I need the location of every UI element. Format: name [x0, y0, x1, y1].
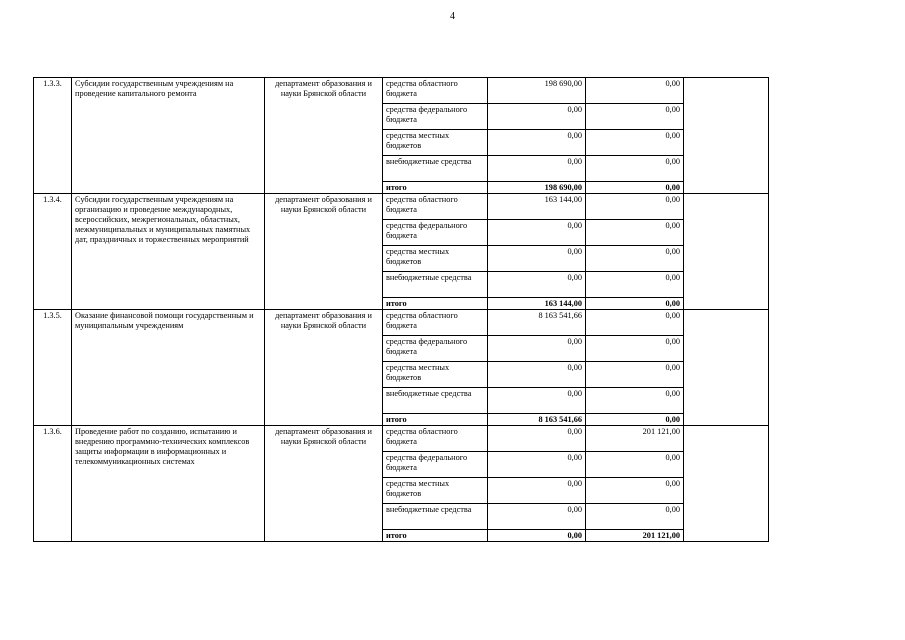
total-label: итого — [383, 182, 488, 194]
item-department: департамент образования и науки Брянской области — [265, 426, 383, 542]
amount-2: 0,00 — [586, 336, 684, 362]
empty-cell — [684, 78, 769, 194]
amount-2: 0,00 — [586, 362, 684, 388]
item-number: 1.3.6. — [34, 426, 72, 542]
funding-source: средства федерального бюджета — [383, 220, 488, 246]
amount-1: 0,00 — [488, 452, 586, 478]
table-body — [34, 78, 769, 542]
funding-source: внебюджетные средства — [383, 388, 488, 414]
amount-2: 0,00 — [586, 452, 684, 478]
amount-1: 0,00 — [488, 362, 586, 388]
amount-1: 8 163 541,66 — [488, 310, 586, 336]
amount-2: 0,00 — [586, 104, 684, 130]
source-row — [34, 310, 769, 336]
total-amount-2: 201 121,00 — [586, 530, 684, 542]
funding-source: средства местных бюджетов — [383, 362, 488, 388]
total-amount-1: 198 690,00 — [488, 182, 586, 194]
empty-cell — [684, 426, 769, 542]
item-name: Проведение работ по созданию, испытанию и внедрению программно-технических комплексов защиты информации в информационных и телекоммуникационных системах — [72, 426, 265, 542]
funding-source: средства областного бюджета — [383, 310, 488, 336]
amount-2: 0,00 — [586, 504, 684, 530]
item-department: департамент образования и науки Брянской области — [265, 194, 383, 310]
amount-2: 0,00 — [586, 478, 684, 504]
amount-2: 0,00 — [586, 310, 684, 336]
source-row — [34, 426, 769, 452]
funding-source: средства федерального бюджета — [383, 104, 488, 130]
amount-2: 0,00 — [586, 272, 684, 298]
amount-1: 0,00 — [488, 388, 586, 414]
total-amount-2: 0,00 — [586, 414, 684, 426]
total-amount-1: 0,00 — [488, 530, 586, 542]
total-label: итого — [383, 530, 488, 542]
funding-source: средства областного бюджета — [383, 426, 488, 452]
item-name: Оказание финансовой помощи государственным и муниципальным учреждениям — [72, 310, 265, 426]
empty-cell — [684, 310, 769, 426]
amount-2: 0,00 — [586, 78, 684, 104]
item-name: Субсидии государственным учреждениям на организацию и проведение международных, всероссийских, межрегиональных, областных, межмуниципальных и муниципальных памятных дат, праздничных и торжественных мероприятий — [72, 194, 265, 310]
item-name: Субсидии государственным учреждениям на проведение капитального ремонта — [72, 78, 265, 194]
amount-2: 201 121,00 — [586, 426, 684, 452]
amount-1: 163 144,00 — [488, 194, 586, 220]
total-amount-2: 0,00 — [586, 298, 684, 310]
amount-1: 0,00 — [488, 220, 586, 246]
total-label: итого — [383, 298, 488, 310]
funding-source: средства федерального бюджета — [383, 336, 488, 362]
item-number: 1.3.5. — [34, 310, 72, 426]
funding-source: средства областного бюджета — [383, 194, 488, 220]
amount-1: 0,00 — [488, 104, 586, 130]
funding-source: средства местных бюджетов — [383, 478, 488, 504]
total-amount-2: 0,00 — [586, 182, 684, 194]
total-amount-1: 8 163 541,66 — [488, 414, 586, 426]
amount-2: 0,00 — [586, 388, 684, 414]
source-row — [34, 194, 769, 220]
amount-1: 0,00 — [488, 504, 586, 530]
empty-cell — [684, 194, 769, 310]
amount-1: 0,00 — [488, 336, 586, 362]
amount-1: 0,00 — [488, 246, 586, 272]
funding-source: средства областного бюджета — [383, 78, 488, 104]
amount-2: 0,00 — [586, 220, 684, 246]
funding-source: внебюджетные средства — [383, 156, 488, 182]
budget-table — [33, 77, 769, 542]
item-department: департамент образования и науки Брянской области — [265, 78, 383, 194]
funding-source: средства местных бюджетов — [383, 130, 488, 156]
amount-1: 0,00 — [488, 478, 586, 504]
amount-2: 0,00 — [586, 156, 684, 182]
amount-2: 0,00 — [586, 130, 684, 156]
item-number: 1.3.4. — [34, 194, 72, 310]
total-amount-1: 163 144,00 — [488, 298, 586, 310]
amount-2: 0,00 — [586, 246, 684, 272]
page-number: 4 — [450, 11, 455, 22]
item-number: 1.3.3. — [34, 78, 72, 194]
funding-source: средства федерального бюджета — [383, 452, 488, 478]
amount-1: 0,00 — [488, 130, 586, 156]
total-label: итого — [383, 414, 488, 426]
item-department: департамент образования и науки Брянской области — [265, 310, 383, 426]
source-row — [34, 78, 769, 104]
funding-source: внебюджетные средства — [383, 272, 488, 298]
amount-1: 0,00 — [488, 272, 586, 298]
funding-source: внебюджетные средства — [383, 504, 488, 530]
amount-1: 0,00 — [488, 156, 586, 182]
amount-2: 0,00 — [586, 194, 684, 220]
amount-1: 198 690,00 — [488, 78, 586, 104]
amount-1: 0,00 — [488, 426, 586, 452]
funding-source: средства местных бюджетов — [383, 246, 488, 272]
